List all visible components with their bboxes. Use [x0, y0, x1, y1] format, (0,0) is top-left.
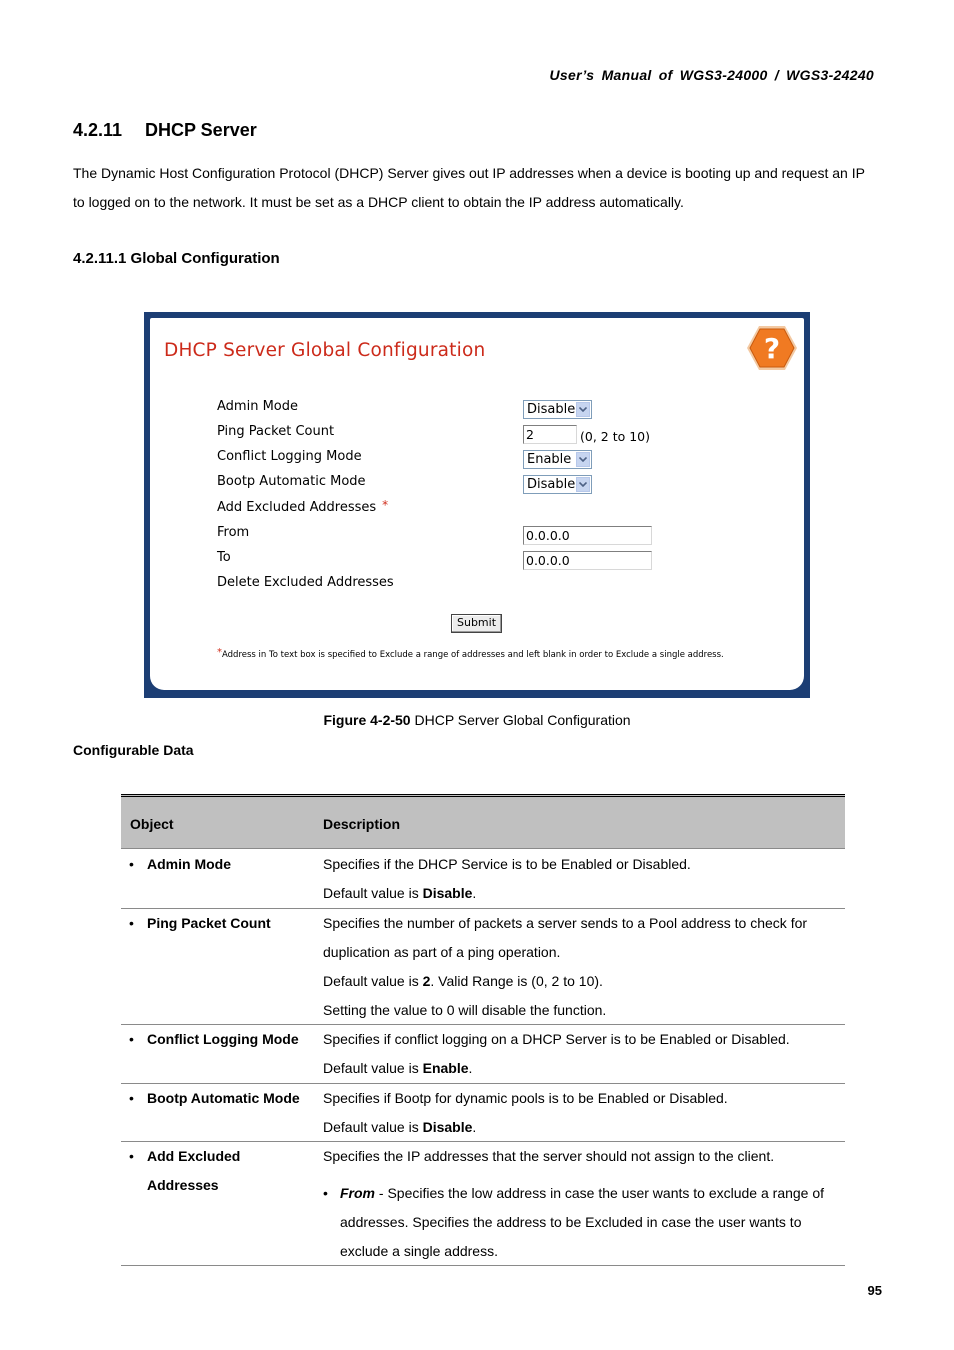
admin-mode-label: Admin Mode	[217, 399, 298, 414]
intro-paragraph	[73, 159, 888, 217]
svg-text:?: ?	[763, 332, 781, 365]
ping-packet-count-input[interactable]: 2	[523, 425, 577, 444]
subsection-title: 4.2.11.1 Global Configuration	[73, 250, 280, 267]
row-description: Specifies if conflict logging on a DHCP Server is to be Enabled or Disabled. Default value is Enable.	[323, 1031, 790, 1076]
bullet: •	[323, 1185, 328, 1201]
ping-range-hint: (0, 2 to 10)	[580, 429, 651, 444]
conflict-logging-mode-select[interactable]	[523, 450, 592, 469]
bootp-automatic-mode-label: Bootp Automatic Mode	[217, 474, 366, 489]
submit-button[interactable]: Submit	[451, 614, 502, 633]
chevron-down-icon	[576, 477, 590, 492]
table-row	[121, 1025, 845, 1084]
intro-line: to logged on to the network. It must be set as a DHCP client to obtain the IP address automatically.	[73, 194, 684, 210]
section-number: 4.2.11	[73, 120, 123, 140]
row-object: • Admin Mode	[129, 850, 319, 879]
chevron-down-icon	[576, 402, 590, 417]
footnote-text: Address in To text box is specified to Exclude a range of addresses and left blank in order to Exclude a single address.	[222, 650, 724, 660]
row-object: • Bootp Automatic Mode	[129, 1084, 319, 1113]
admin-mode-select[interactable]	[523, 400, 592, 419]
row-object: • Add Excluded Addresses	[129, 1142, 319, 1200]
row-description: Specifies if Bootp for dynamic pools is to be Enabled or Disabled. Default value is Disable.	[323, 1090, 728, 1135]
bootp-automatic-mode-value: Disable	[527, 477, 576, 492]
to-input[interactable]: 0.0.0.0	[523, 551, 652, 570]
chevron-down-icon	[576, 452, 590, 467]
row-description: Specifies if the DHCP Service is to be Enabled or Disabled. Default value is Disable.	[323, 856, 691, 901]
table-row	[121, 849, 845, 909]
figure-label: Figure 4-2-50	[323, 712, 411, 728]
help-question-icon[interactable]	[746, 324, 798, 372]
page-number: 95	[867, 1283, 882, 1298]
add-excluded-addresses-label	[217, 498, 388, 515]
section-title-text: DHCP Server	[145, 120, 257, 140]
bullet: •	[129, 856, 134, 872]
table-row	[121, 909, 845, 1025]
intro-line: The Dynamic Host Configuration Protocol (DHCP) Server gives out IP addresses when a device is booting up and request an IP	[73, 165, 865, 181]
bootp-automatic-mode-select[interactable]	[523, 475, 592, 494]
header-object: Object	[130, 816, 174, 832]
from-input[interactable]: 0.0.0.0	[523, 526, 652, 545]
conflict-logging-mode-label: Conflict Logging Mode	[217, 449, 362, 464]
table-row	[121, 1142, 845, 1266]
figure-caption-text: DHCP Server Global Configuration	[410, 712, 631, 728]
footnote	[217, 647, 724, 660]
figure-caption	[0, 712, 954, 728]
running-header: User’s Manual of WGS3-24000 / WGS3-24240	[549, 67, 874, 83]
footnote-star: *	[217, 647, 222, 658]
row-description: Specifies the number of packets a server sends to a Pool address to check for duplication as part of a ping operation. Default value is 2. Valid Range is (0, 2 to 10). Setting the value to 0 will disable the function.	[323, 915, 808, 1018]
ping-packet-count-label: Ping Packet Count	[217, 424, 335, 439]
bullet: •	[129, 915, 134, 931]
configurable-data-heading: Configurable Data	[73, 742, 194, 758]
bullet: •	[129, 1031, 134, 1047]
table-header	[121, 794, 845, 849]
config-screenshot	[144, 312, 810, 698]
header-description: Description	[323, 816, 401, 832]
config-panel	[150, 318, 804, 690]
panel-title: DHCP Server Global Configuration	[164, 340, 486, 361]
required-star: *	[382, 498, 389, 512]
delete-excluded-addresses-label: Delete Excluded Addresses	[217, 575, 394, 590]
conflict-logging-mode-value: Enable	[527, 452, 572, 467]
admin-mode-value: Disable	[527, 402, 576, 417]
sub-bullet-from: • From - Specifies the low address in case the user wants to exclude a range of addresses. Specifies the address to be Excluded in case the user wants to exclude a single address.	[323, 1179, 843, 1266]
row-description: Specifies the IP addresses that the server should not assign to the client. • From - Specifies the low address in case the user wants to exclude a range of addresses. Specifies the address to be Excluded in case the user wants to exclude a single address.	[323, 1142, 843, 1266]
row-object: • Conflict Logging Mode	[129, 1025, 319, 1054]
table-row	[121, 1084, 845, 1142]
section-title	[73, 120, 257, 141]
to-label: To	[217, 550, 231, 565]
add-excluded-addresses-text: Add Excluded Addresses	[217, 500, 377, 515]
row-object: • Ping Packet Count	[129, 909, 319, 938]
bullet: •	[129, 1148, 134, 1164]
bullet: •	[129, 1090, 134, 1106]
configurable-data-table	[121, 794, 845, 1266]
from-label: From	[217, 525, 250, 540]
